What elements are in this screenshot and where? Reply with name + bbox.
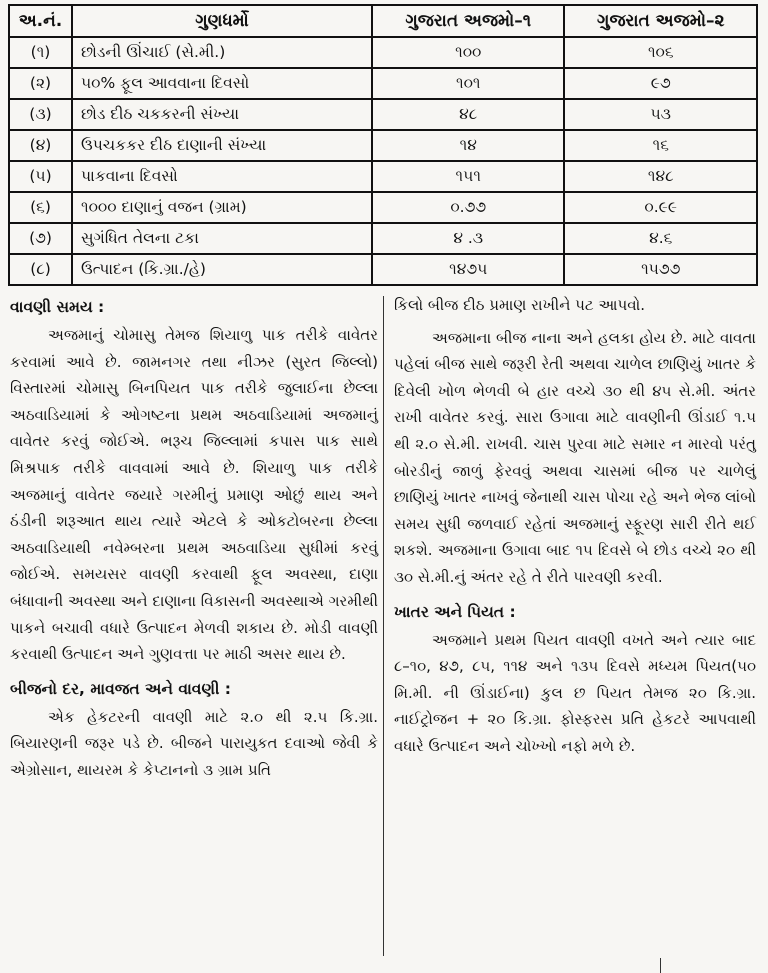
row-variety-1-value: ૪ .૩ <box>372 223 564 254</box>
right-text-column <box>394 292 756 760</box>
row-serial: (૧) <box>9 37 72 68</box>
sowing-time-paragraph: અજમાનું ચોમાસુ તેમજ શિયાળુ પાક તરીકે વાવેતર કરવામાં આવે છે. જામનગર તથા નીઝર (સુરત જિલ્લો) વિસ્તારમાં ચોમાસુ બિનપિયત પાક તરીકે જુલાઈના છેલ્લા અઠવાડિયામાં કે ઓગષ્ટના પ્રથમ અઠવાડિયામાં અજમાનું વાવેતર કરવું જોઈએ. ભરૂચ જિલ્લામાં કપાસ પાક સાથે મિશ્રપાક તરીકે વાવવામાં આવે છે. શિયાળુ પાક તરીકે અજમાનું વાવેતર જયારે ગરમીનું પ્રમાણ ઓછું થાય અને ઠંડીની શરૂઆત થાય ત્યારે એટલે કે ઓકટોબરના છેલ્લા અઠવાડિયાથી નવેમ્બરના પ્રથમ અઠવાડિયા સુધીમાં કરવું જોઈએ. સમયસર વાવણી કરવાથી ફૂલ અવસ્થા, દાણા બંધાવાની અવસ્થા અને દાણાના વિકાસની અવસ્થાએ ગરમીથી પાકને બચાવી વધારે ઉત્પાદન મેળવી શકાય છે. મોડી વાવણી કરવાથી ઉત્પાદન અને ગુણવત્તા પર માઠી અસર થાય છે. <box>10 326 378 664</box>
row-variety-1-value: ૧૪ <box>372 130 564 161</box>
table-header-row <box>9 5 757 37</box>
row-variety-1-value: ૧૦૦ <box>372 37 564 68</box>
table-row <box>9 99 757 130</box>
row-trait: સુગંધિત તેલના ટકા <box>72 223 372 254</box>
row-variety-2-value: ૧૪૮ <box>564 161 757 192</box>
row-serial: (૩) <box>9 99 72 130</box>
row-trait: ઉપચકકર દીઠ દાણાની સંખ્યા <box>72 130 372 161</box>
row-variety-1-value: ૧૫૧ <box>372 161 564 192</box>
row-variety-2-value: ૯૭ <box>564 68 757 99</box>
row-serial: (૫) <box>9 161 72 192</box>
row-trait: પાકવાના દિવસો <box>72 161 372 192</box>
page-edge-mark <box>660 958 661 973</box>
row-variety-1-value: ૧૪૭૫ <box>372 254 564 285</box>
column-divider <box>383 296 384 956</box>
row-variety-2-value: ૧૫૭૭ <box>564 254 757 285</box>
seed-rate-heading: બીજનો દર, માવજત અને વાવણી : <box>10 679 232 698</box>
row-variety-1-value: ૧૦૧ <box>372 68 564 99</box>
table-row <box>9 254 757 285</box>
row-variety-2-value: ૧૦૬ <box>564 37 757 68</box>
fertilizer-irrigation-paragraph: અજમાને પ્રથમ પિયત વાવણી વખતે અને ત્યાર બાદ ૮–૧૦, ૪૭, ૮૫, ૧૧૪ અને ૧૩૫ દિવસે મધ્યમ પિયત(૫૦ મિ.મી. ની ઊંડાઈના) કુલ છ પિયત તેમજ ૨૦ કિ.ગ્રા. નાઈટ્રોજન + ૨૦ કિ.ગ્રા. ફોસ્ફરસ પ્રતિ હેકટરે આપવાથી વધારે ઉત્પાદન અને ચોખ્ખો નફો મળે છે. <box>394 630 756 755</box>
row-serial: (૮) <box>9 254 72 285</box>
fertilizer-irrigation-heading: ખાતર અને પિયત : <box>394 602 516 621</box>
table-row <box>9 161 757 192</box>
left-text-column <box>10 292 378 784</box>
table-row <box>9 130 757 161</box>
seed-treatment-continuation: કિલો બીજ દીઠ પ્રમાણ રાખીને પટ આપવો. <box>394 296 646 314</box>
row-variety-1-value: ૪૮ <box>372 99 564 130</box>
row-variety-2-value: ૪.૬ <box>564 223 757 254</box>
row-serial: (૪) <box>9 130 72 161</box>
row-serial: (૭) <box>9 223 72 254</box>
header-serial-number: અ.નં. <box>9 5 72 37</box>
header-variety-2: ગુજરાત અજમો–૨ <box>564 5 757 37</box>
row-variety-2-value: ૫૩ <box>564 99 757 130</box>
row-serial: (૬) <box>9 192 72 223</box>
sowing-time-heading: વાવણી સમય : <box>10 298 105 316</box>
row-trait: ૫૦% ફૂલ આવવાના દિવસો <box>72 68 372 99</box>
row-trait: છોડ દીઠ ચકકરની સંખ્યા <box>72 99 372 130</box>
seed-rate-paragraph: એક હેકટરની વાવણી માટે ૨.૦ થી ૨.૫ કિ.ગ્રા. બિયારણની જરૂર પડે છે. બીજને પારાયુકત દવાઓ જેવી કે એગ્રોસાન, થાયરમ કે કેપ્ટાનનો ૩ ગ્રામ પ્રતિ <box>10 707 378 779</box>
row-variety-1-value: ૦.૭૭ <box>372 192 564 223</box>
header-trait: ગુણધર્મો <box>72 5 372 37</box>
row-trait: છોડની ઊંચાઈ (સે.મી.) <box>72 37 372 68</box>
table-row <box>9 68 757 99</box>
row-trait: ઉત્પાદન (કિ.ગ્રા./હે) <box>72 254 372 285</box>
table-row <box>9 192 757 223</box>
table-row <box>9 37 757 68</box>
row-serial: (૨) <box>9 68 72 99</box>
row-variety-2-value: ૦.૯૯ <box>564 192 757 223</box>
row-trait: ૧૦૦૦ દાણાનું વજન (ગ્રામ) <box>72 192 372 223</box>
variety-traits-table <box>8 4 758 286</box>
table-row <box>9 223 757 254</box>
header-variety-1: ગુજરાત અજમો–૧ <box>372 5 564 37</box>
row-variety-2-value: ૧૬ <box>564 130 757 161</box>
seed-sowing-paragraph: અજમાના બીજ નાના અને હલકા હોય છે. માટે વાવતા પહેલાં બીજ સાથે જરૂરી રેતી અથવા ચાળેલ છાણિયું ખાતર કે દિવેલી ખોળ ભેળવી બે હાર વચ્ચે ૩૦ થી ૪૫ સે.મી. અંતર રાખી વાવેતર કરવું. સારા ઉગાવા માટે વાવણીની ઊંડાઈ ૧.૫ થી ૨.૦ સે.મી. રાખવી. ચાસ પુરવા માટે સમાર ન મારવો પરંતુ બોરડીનું જાળું ફેરવવું અથવા ચાસમાં બીજ પર ચાળેલું છાણિયું ખાતર નાખવું જેનાથી ચાસ પોચા રહે અને ભેજ લાંબો સમય સુધી જળવાઈ રહેતાં અજમાનું સ્ફૂરણ સારી રીતે થઈ શકશે. અજમાના ઉગાવા બાદ ૧૫ દિવસે બે છોડ વચ્ચે ૨૦ થી ૩૦ સે.મી.નું અંતર રહે તે રીતે પારવણી કરવી. <box>394 328 756 586</box>
